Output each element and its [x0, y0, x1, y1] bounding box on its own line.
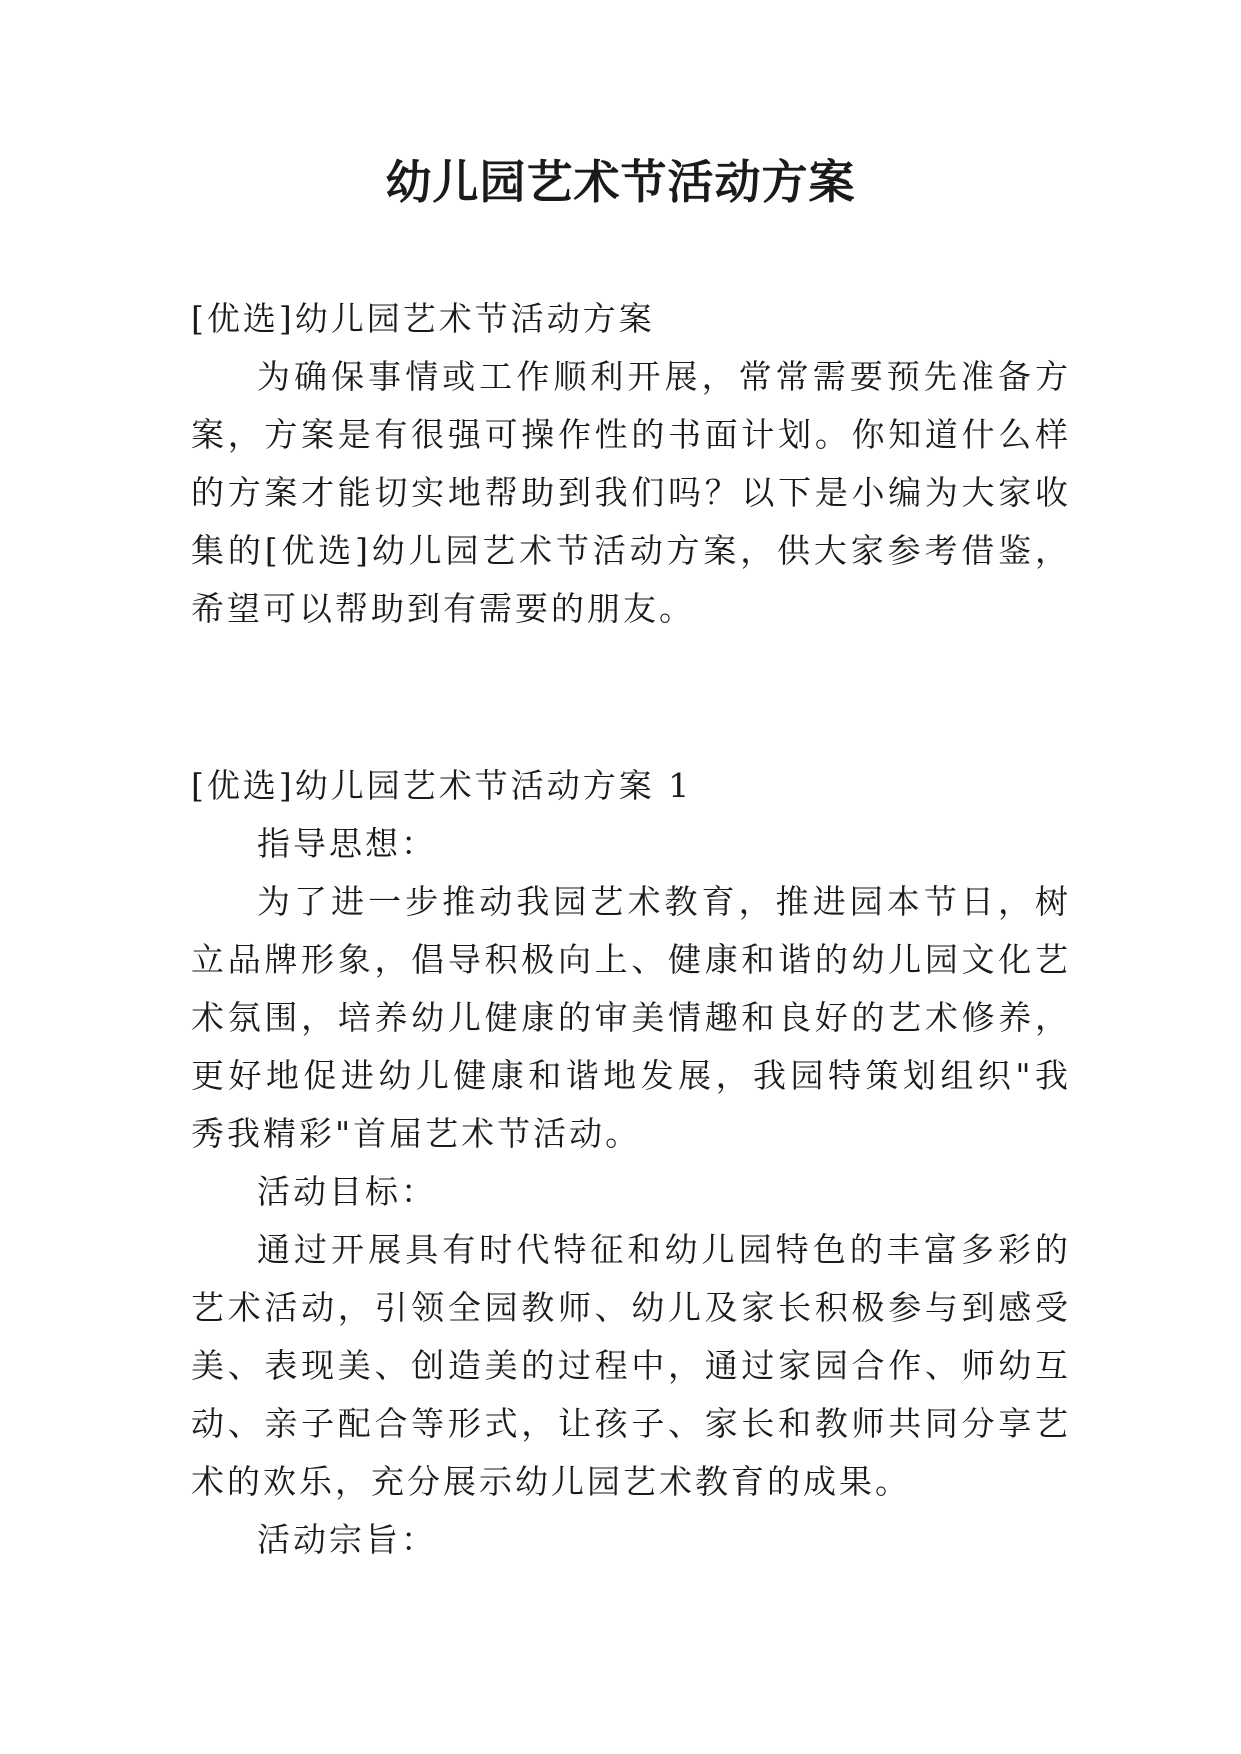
document-title: 幼儿园艺术节活动方案: [385, 155, 856, 209]
guiding-thought-label: 指导思想：: [257, 824, 437, 863]
intro-paragraph: 为确保事情或工作顺利开展，常常需要预先准备方案，方案是有很强可操作性的书面计划。你知道什么样的方案才能切实地帮助到我们吗？以下是小编为大家收集的[优选]幼儿园艺术节活动方案，供大家参考借鉴，希望可以帮助到有需要的朋友。: [191, 357, 1071, 628]
activity-goal-label: 活动目标：: [257, 1172, 437, 1211]
activity-goal-paragraph: 通过开展具有时代特征和幼儿园特色的丰富多彩的艺术活动，引领全园教师、幼儿及家长积极参与到感受美、表现美、创造美的过程中，通过家园合作、师幼互动、亲子配合等形式，让孩子、家长和教师共同分享艺术的欢乐，充分展示幼儿园艺术教育的成果。: [191, 1230, 1071, 1501]
intro-section: [191, 290, 1071, 638]
intro-heading: [优选]幼儿园艺术节活动方案: [191, 299, 655, 338]
section-1: [191, 757, 1071, 1569]
section-1-heading: [优选]幼儿园艺术节活动方案 1: [191, 766, 693, 805]
guiding-thought-paragraph: 为了进一步推动我园艺术教育，推进园本节日，树立品牌形象，倡导积极向上、健康和谐的幼儿园文化艺术氛围，培养幼儿健康的审美情趣和良好的艺术修养，更好地促进幼儿健康和谐地发展，我园特策划组织"我秀我精彩"首届艺术节活动。: [191, 882, 1071, 1153]
activity-purpose-label: 活动宗旨：: [257, 1520, 437, 1559]
